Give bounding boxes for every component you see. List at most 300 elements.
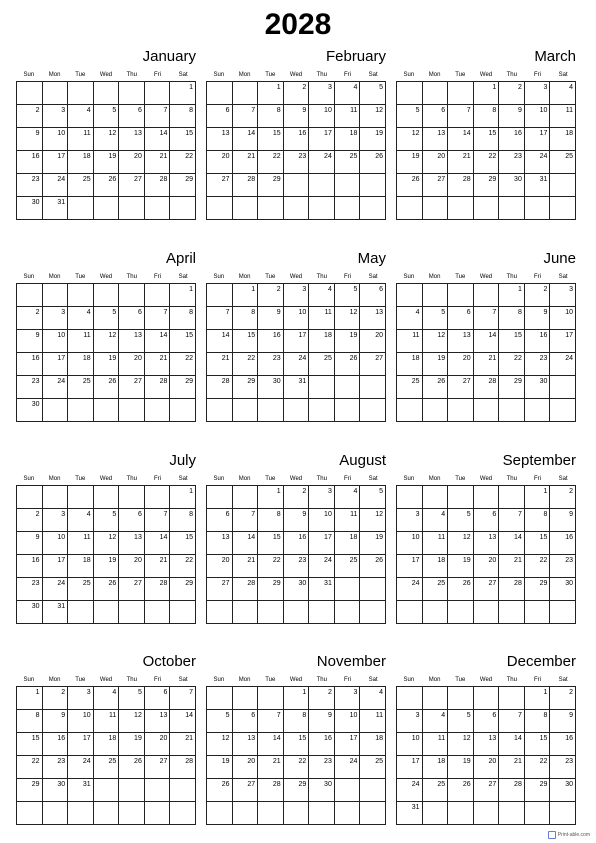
day-cell: [360, 802, 386, 825]
day-cell: 30: [499, 174, 525, 197]
day-grid: [206, 81, 386, 220]
day-cell: 20: [145, 733, 171, 756]
day-cell: 27: [233, 779, 259, 802]
weekday-label: Sun: [213, 274, 225, 280]
day-cell: 28: [145, 578, 171, 601]
day-cell: 21: [145, 151, 171, 174]
day-cell: 11: [423, 733, 449, 756]
day-cell: [525, 197, 551, 220]
day-cell: [43, 284, 69, 307]
day-cell: 21: [207, 353, 233, 376]
day-cell: 19: [360, 128, 386, 151]
weekday-label: Thu: [316, 677, 327, 683]
day-cell: 24: [309, 151, 335, 174]
day-cell: 7: [233, 105, 259, 128]
day-cell: 23: [284, 555, 310, 578]
day-cell: 1: [258, 82, 284, 105]
day-cell: [207, 601, 233, 624]
day-cell: 24: [397, 779, 423, 802]
day-cell: 31: [68, 779, 94, 802]
day-cell: 18: [309, 330, 335, 353]
weekday-label: Mon: [48, 274, 61, 280]
day-cell: 24: [550, 353, 576, 376]
day-cell: [397, 82, 423, 105]
day-cell: 21: [258, 756, 284, 779]
day-cell: 27: [119, 174, 145, 197]
day-cell: 27: [119, 578, 145, 601]
day-cell: 14: [499, 532, 525, 555]
day-cell: 17: [43, 353, 69, 376]
day-cell: 8: [525, 710, 551, 733]
day-cell: 25: [423, 779, 449, 802]
day-cell: 23: [258, 353, 284, 376]
day-cell: 4: [309, 284, 335, 307]
day-cell: 24: [335, 756, 361, 779]
month-name: February: [325, 48, 386, 65]
day-cell: [284, 197, 310, 220]
day-cell: 31: [43, 601, 69, 624]
day-cell: 18: [360, 733, 386, 756]
day-cell: 16: [499, 128, 525, 151]
weekday-label: Tue: [455, 72, 466, 78]
day-cell: 3: [284, 284, 310, 307]
day-cell: 3: [397, 710, 423, 733]
weekday-label: Sat: [558, 274, 568, 280]
day-cell: [448, 197, 474, 220]
day-cell: [474, 802, 500, 825]
weekday-label: Sat: [368, 72, 378, 78]
day-cell: 8: [258, 509, 284, 532]
day-cell: 3: [397, 509, 423, 532]
day-cell: 16: [43, 733, 69, 756]
day-cell: 12: [119, 710, 145, 733]
weekday-label: Mon: [238, 72, 251, 78]
weekday-label: Fri: [343, 72, 351, 78]
weekday-header: [396, 273, 576, 283]
day-cell: 4: [423, 710, 449, 733]
day-cell: 17: [68, 733, 94, 756]
day-cell: 29: [258, 174, 284, 197]
day-cell: 23: [17, 578, 43, 601]
day-cell: 3: [43, 105, 69, 128]
day-cell: [448, 802, 474, 825]
day-cell: [397, 197, 423, 220]
day-cell: 26: [448, 779, 474, 802]
day-cell: 6: [207, 509, 233, 532]
day-cell: [550, 399, 576, 422]
day-cell: 2: [43, 687, 69, 710]
day-cell: 29: [170, 174, 196, 197]
day-cell: 7: [499, 710, 525, 733]
day-cell: 28: [145, 376, 171, 399]
day-cell: 13: [119, 532, 145, 555]
day-cell: 25: [94, 756, 120, 779]
day-cell: 15: [17, 733, 43, 756]
day-cell: 23: [550, 555, 576, 578]
day-cell: 26: [119, 756, 145, 779]
day-cell: 1: [170, 82, 196, 105]
weekday-header: [206, 273, 386, 283]
day-cell: [207, 197, 233, 220]
day-cell: 19: [397, 151, 423, 174]
day-cell: 22: [233, 353, 259, 376]
day-cell: [258, 197, 284, 220]
day-cell: 7: [258, 710, 284, 733]
day-cell: 6: [119, 509, 145, 532]
month-name: May: [357, 250, 386, 267]
day-cell: 22: [474, 151, 500, 174]
day-cell: 13: [207, 532, 233, 555]
day-cell: 26: [94, 174, 120, 197]
day-cell: 4: [335, 82, 361, 105]
day-cell: 28: [145, 174, 171, 197]
day-cell: 6: [448, 307, 474, 330]
day-cell: 5: [360, 486, 386, 509]
day-cell: 2: [17, 509, 43, 532]
weekday-label: Wed: [99, 274, 113, 280]
weekday-label: Fri: [153, 72, 161, 78]
day-cell: [309, 376, 335, 399]
day-cell: 28: [207, 376, 233, 399]
day-cell: 21: [170, 733, 196, 756]
day-cell: 22: [258, 555, 284, 578]
weekday-label: Tue: [265, 274, 276, 280]
day-cell: 20: [119, 151, 145, 174]
day-cell: [448, 687, 474, 710]
day-cell: 30: [550, 578, 576, 601]
day-cell: 25: [397, 376, 423, 399]
day-cell: [233, 197, 259, 220]
day-cell: [119, 197, 145, 220]
day-cell: [43, 486, 69, 509]
day-cell: 5: [448, 509, 474, 532]
day-cell: 8: [258, 105, 284, 128]
day-cell: [448, 284, 474, 307]
day-cell: 7: [207, 307, 233, 330]
weekday-label: Thu: [316, 72, 327, 78]
day-cell: [423, 486, 449, 509]
day-cell: 22: [170, 353, 196, 376]
day-cell: 11: [423, 532, 449, 555]
day-cell: 25: [68, 578, 94, 601]
day-cell: 10: [68, 710, 94, 733]
day-cell: 31: [397, 802, 423, 825]
day-cell: 8: [474, 105, 500, 128]
day-grid: [16, 485, 196, 624]
day-cell: 24: [525, 151, 551, 174]
day-grid: [16, 81, 196, 220]
day-grid: [206, 485, 386, 624]
weekday-label: Mon: [238, 274, 251, 280]
weekday-label: Fri: [153, 677, 161, 683]
day-cell: 22: [525, 756, 551, 779]
weekday-label: Wed: [289, 677, 303, 683]
day-cell: [360, 399, 386, 422]
day-cell: 10: [550, 307, 576, 330]
day-cell: 13: [423, 128, 449, 151]
day-cell: [499, 197, 525, 220]
day-cell: 6: [360, 284, 386, 307]
weekday-label: Sat: [178, 274, 188, 280]
day-cell: 12: [335, 307, 361, 330]
weekday-header: [16, 676, 196, 686]
day-cell: 12: [94, 532, 120, 555]
day-cell: [145, 601, 171, 624]
day-cell: 5: [397, 105, 423, 128]
day-cell: 4: [68, 509, 94, 532]
day-cell: 15: [525, 532, 551, 555]
weekday-label: Fri: [343, 677, 351, 683]
day-cell: 1: [284, 687, 310, 710]
day-cell: 18: [68, 353, 94, 376]
day-cell: 9: [43, 710, 69, 733]
day-cell: 27: [423, 174, 449, 197]
day-cell: 1: [499, 284, 525, 307]
day-cell: [68, 82, 94, 105]
month-name: December: [506, 653, 576, 670]
footer-watermark: [548, 831, 590, 839]
day-cell: [119, 486, 145, 509]
day-cell: 20: [474, 555, 500, 578]
day-cell: [207, 486, 233, 509]
day-cell: 25: [423, 578, 449, 601]
day-cell: [207, 82, 233, 105]
day-cell: 29: [170, 376, 196, 399]
day-grid: [396, 81, 576, 220]
day-cell: 6: [423, 105, 449, 128]
day-cell: 3: [43, 509, 69, 532]
day-cell: 10: [397, 733, 423, 756]
day-cell: [474, 284, 500, 307]
day-cell: 19: [119, 733, 145, 756]
day-cell: [170, 399, 196, 422]
day-cell: 2: [17, 105, 43, 128]
day-cell: [145, 486, 171, 509]
day-cell: 12: [423, 330, 449, 353]
day-cell: [423, 197, 449, 220]
day-cell: 13: [360, 307, 386, 330]
weekday-label: Sun: [23, 72, 35, 78]
day-cell: [170, 779, 196, 802]
day-cell: 7: [145, 307, 171, 330]
day-cell: 19: [448, 555, 474, 578]
day-cell: [119, 284, 145, 307]
day-cell: 16: [17, 353, 43, 376]
weekday-label: Thu: [506, 476, 517, 482]
day-cell: 3: [335, 687, 361, 710]
day-cell: 12: [207, 733, 233, 756]
day-cell: 23: [499, 151, 525, 174]
day-cell: 9: [525, 307, 551, 330]
weekday-label: Wed: [479, 274, 493, 280]
month-name: March: [534, 48, 576, 65]
day-cell: [68, 284, 94, 307]
day-cell: 27: [207, 578, 233, 601]
day-cell: [423, 399, 449, 422]
weekday-label: Fri: [153, 476, 161, 482]
day-cell: 7: [170, 687, 196, 710]
weekday-label: Mon: [48, 476, 61, 482]
weekday-label: Sun: [23, 677, 35, 683]
day-cell: [119, 802, 145, 825]
day-cell: 4: [68, 307, 94, 330]
day-cell: 18: [397, 353, 423, 376]
day-cell: 4: [68, 105, 94, 128]
day-cell: 21: [499, 756, 525, 779]
day-cell: [525, 802, 551, 825]
day-cell: 10: [525, 105, 551, 128]
day-cell: 1: [17, 687, 43, 710]
day-cell: [397, 687, 423, 710]
weekday-label: Wed: [289, 274, 303, 280]
day-cell: [397, 601, 423, 624]
day-cell: 13: [119, 128, 145, 151]
day-cell: 14: [258, 733, 284, 756]
day-cell: [170, 802, 196, 825]
day-cell: 19: [423, 353, 449, 376]
day-cell: [309, 197, 335, 220]
day-cell: [335, 399, 361, 422]
day-cell: 20: [119, 555, 145, 578]
day-cell: [145, 82, 171, 105]
day-cell: [233, 601, 259, 624]
day-cell: [499, 486, 525, 509]
day-cell: 30: [258, 376, 284, 399]
day-cell: [360, 601, 386, 624]
day-cell: 19: [448, 756, 474, 779]
day-cell: 30: [309, 779, 335, 802]
day-cell: 29: [525, 578, 551, 601]
day-cell: [145, 197, 171, 220]
day-cell: 12: [360, 509, 386, 532]
weekday-label: Sun: [213, 72, 225, 78]
day-cell: 28: [233, 174, 259, 197]
day-cell: 28: [474, 376, 500, 399]
day-cell: 12: [448, 733, 474, 756]
day-cell: [448, 486, 474, 509]
day-cell: 28: [170, 756, 196, 779]
day-cell: 6: [233, 710, 259, 733]
weekday-label: Tue: [455, 677, 466, 683]
day-cell: [448, 601, 474, 624]
day-cell: 20: [423, 151, 449, 174]
day-cell: 26: [94, 376, 120, 399]
day-cell: 2: [499, 82, 525, 105]
day-cell: 25: [68, 376, 94, 399]
day-cell: 20: [207, 555, 233, 578]
day-cell: 19: [94, 555, 120, 578]
day-cell: 18: [550, 128, 576, 151]
day-cell: 22: [525, 555, 551, 578]
day-cell: [17, 486, 43, 509]
day-cell: 14: [170, 710, 196, 733]
day-cell: 8: [499, 307, 525, 330]
day-cell: [360, 779, 386, 802]
day-cell: 31: [43, 197, 69, 220]
day-cell: [94, 284, 120, 307]
day-cell: 17: [335, 733, 361, 756]
day-cell: 18: [94, 733, 120, 756]
day-cell: [145, 284, 171, 307]
day-cell: 26: [207, 779, 233, 802]
day-cell: [448, 82, 474, 105]
weekday-label: Fri: [533, 677, 541, 683]
weekday-header: [16, 71, 196, 81]
day-cell: 17: [284, 330, 310, 353]
day-cell: [335, 376, 361, 399]
day-cell: 2: [550, 687, 576, 710]
weekday-header: [396, 71, 576, 81]
month-name: April: [165, 250, 196, 267]
weekday-label: Wed: [479, 677, 493, 683]
day-cell: [68, 601, 94, 624]
day-cell: 13: [474, 733, 500, 756]
day-cell: [119, 399, 145, 422]
weekday-label: Fri: [533, 274, 541, 280]
weekday-label: Sat: [178, 677, 188, 683]
day-cell: 25: [68, 174, 94, 197]
day-cell: 26: [360, 151, 386, 174]
day-cell: 22: [499, 353, 525, 376]
day-cell: 9: [284, 509, 310, 532]
day-cell: 31: [525, 174, 551, 197]
weekday-label: Fri: [533, 72, 541, 78]
day-cell: [207, 687, 233, 710]
day-cell: 26: [94, 578, 120, 601]
weekday-label: Tue: [75, 274, 86, 280]
day-cell: 30: [17, 601, 43, 624]
day-cell: 27: [145, 756, 171, 779]
day-cell: 14: [145, 330, 171, 353]
weekday-label: Fri: [533, 476, 541, 482]
day-cell: [423, 284, 449, 307]
day-cell: 14: [233, 532, 259, 555]
day-cell: 2: [284, 486, 310, 509]
day-cell: 2: [284, 82, 310, 105]
day-cell: 24: [43, 174, 69, 197]
day-cell: 21: [233, 555, 259, 578]
day-cell: 19: [207, 756, 233, 779]
day-cell: [423, 601, 449, 624]
day-cell: 13: [474, 532, 500, 555]
day-cell: 17: [550, 330, 576, 353]
day-cell: 4: [423, 509, 449, 532]
weekday-header: [16, 273, 196, 283]
weekday-label: Sun: [403, 476, 415, 482]
day-cell: 27: [360, 353, 386, 376]
day-cell: 26: [448, 578, 474, 601]
day-cell: 28: [499, 578, 525, 601]
day-cell: 11: [397, 330, 423, 353]
day-cell: 23: [284, 151, 310, 174]
day-cell: 27: [448, 376, 474, 399]
day-cell: 17: [309, 532, 335, 555]
day-cell: 16: [284, 128, 310, 151]
day-cell: 5: [360, 82, 386, 105]
day-cell: [68, 802, 94, 825]
day-cell: 23: [550, 756, 576, 779]
day-cell: 15: [525, 733, 551, 756]
day-cell: 24: [309, 555, 335, 578]
day-cell: [94, 82, 120, 105]
day-cell: 9: [550, 509, 576, 532]
day-cell: [499, 601, 525, 624]
day-cell: [94, 802, 120, 825]
day-cell: [474, 197, 500, 220]
day-cell: 28: [258, 779, 284, 802]
weekday-header: [206, 475, 386, 485]
weekday-label: Tue: [265, 476, 276, 482]
